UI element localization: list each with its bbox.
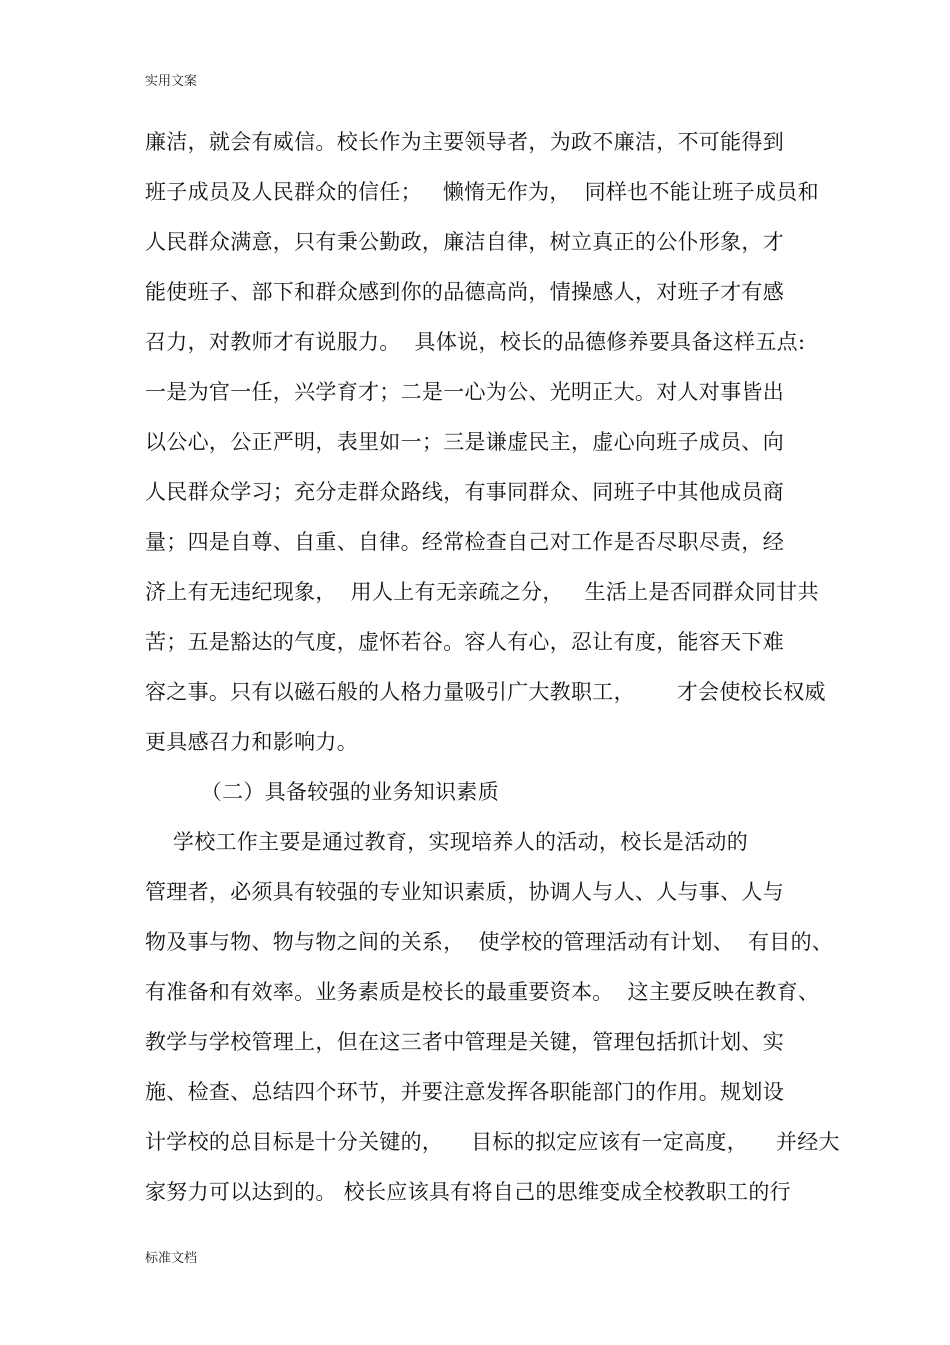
text-line: 人民群众满意，只有秉公勤政，廉洁自律，树立真正的公仆形象，才: [145, 230, 784, 254]
text-line: 量；四是自尊、自重、自律。经常检查自己对工作是否尽职尽责，经: [145, 530, 784, 554]
page-footer: 标准文档: [145, 1251, 198, 1266]
text-line: 能使班子、部下和群众感到你的品德高尚，情操感人，对班子才有感: [145, 280, 784, 304]
text-line: 廉洁，就会有威信。校长作为主要领导者，为政不廉洁，不可能得到: [145, 130, 784, 154]
text-line: 物及事与物、物与物之间的关系， 使学校的管理活动有计划、 有目的、: [145, 930, 834, 954]
text-line: 召力，对教师才有说服力。 具体说，校长的品德修养要具备这样五点:: [145, 330, 806, 354]
text-line: 管理者，必须具有较强的专业知识素质，协调人与人、人与事、人与: [145, 880, 784, 904]
text-line: 以公心，公正严明，表里如一；三是谦虚民主，虚心向班子成员、向: [145, 430, 784, 454]
text-line: 教学与学校管理上，但在这三者中管理是关键，管理包括抓计划、实: [145, 1030, 784, 1054]
text-line: 家努力可以达到的。 校长应该具有将自己的思维变成全校教职工的行: [145, 1180, 791, 1204]
text-line: 苦；五是豁达的气度，虚怀若谷。容人有心，忍让有度，能容天下难: [145, 630, 784, 654]
text-line: 更具感召力和影响力。: [145, 730, 358, 754]
text-line: 济上有无违纪现象， 用人上有无亲疏之分， 生活上是否同群众同甘共: [145, 580, 819, 604]
text-line: 施、检查、总结四个环节，并要注意发挥各职能部门的作用。规划设: [145, 1080, 784, 1104]
text-line: 计学校的总目标是十分关键的， 目标的拟定应该有一定高度， 并经大: [145, 1130, 840, 1154]
text-line: 一是为官一任，兴学育才；二是一心为公、光明正大。对人对事皆出: [145, 380, 784, 404]
text-line: 学校工作主要是通过教育，实现培养人的活动，校长是活动的: [145, 830, 748, 854]
document-body: [145, 122, 840, 1222]
text-line: 班子成员及人民群众的信任； 懒惰无作为， 同样也不能让班子成员和: [145, 180, 819, 204]
text-line: 人民群众学习；充分走群众路线，有事同群众、同班子中其他成员商: [145, 480, 784, 504]
page-header: 实用文案: [145, 74, 198, 89]
text-line: 有准备和有效率。业务素质是校长的最重要资本。 这主要反映在教育、: [145, 980, 820, 1004]
text-line: 容之事。只有以磁石般的人格力量吸引广大教职工， 才会使校长权威: [145, 680, 826, 704]
section-heading: （二）具备较强的业务知识素质: [145, 780, 500, 804]
